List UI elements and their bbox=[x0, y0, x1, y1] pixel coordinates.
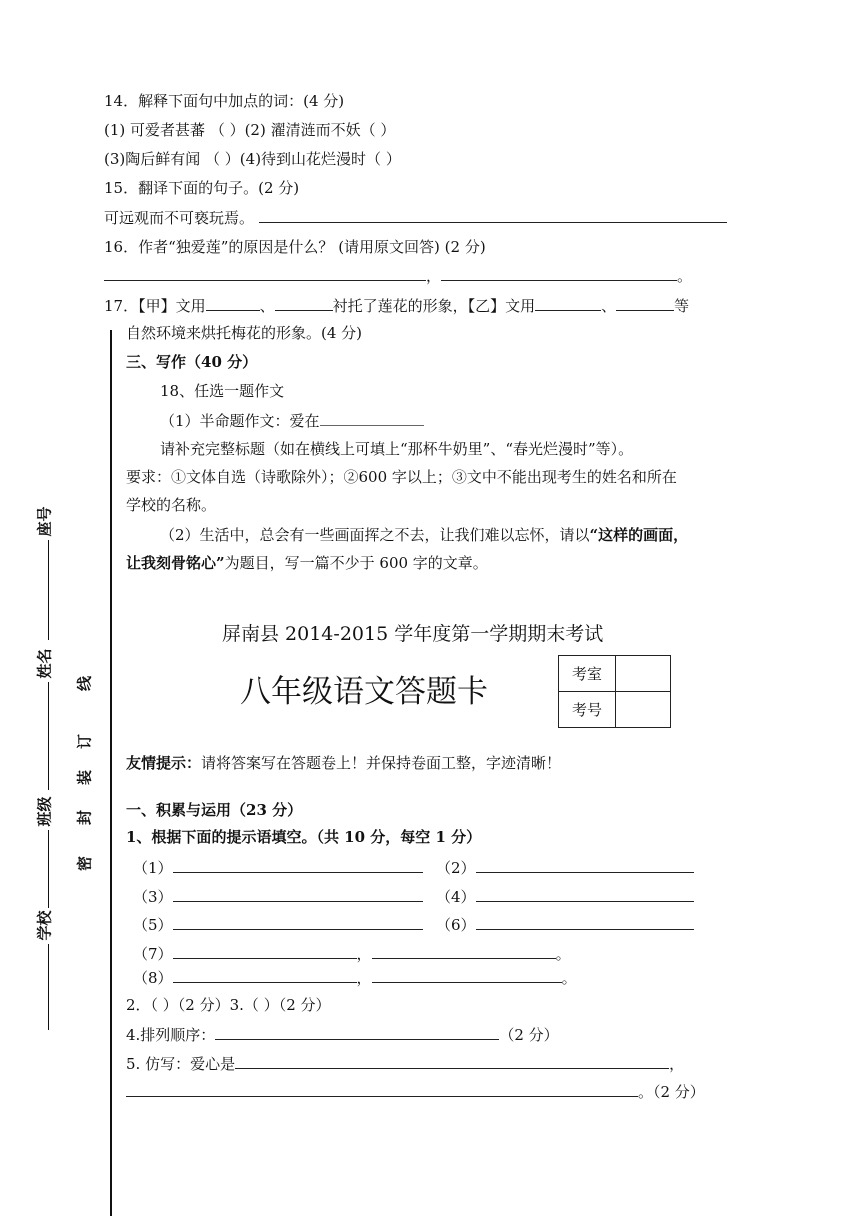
class-label: 班级 bbox=[35, 796, 54, 827]
blank-3[interactable] bbox=[173, 885, 423, 902]
writing-option-1 bbox=[160, 409, 424, 431]
tip-text: 请将答案写在答题卷上！并保持卷面工整，字迹清晰！ bbox=[201, 754, 562, 772]
blank-8-comma: ， bbox=[356, 969, 372, 987]
blank-row-6 bbox=[436, 913, 694, 935]
q15-sentence: 可远观而不可亵玩焉。 bbox=[104, 209, 255, 227]
blank-7-label: （7） bbox=[133, 945, 173, 963]
exam-number-label: 考号 bbox=[559, 692, 616, 728]
q4-score: （2 分） bbox=[499, 1026, 559, 1044]
blank-2[interactable] bbox=[476, 856, 694, 873]
q17-blank-1[interactable] bbox=[206, 294, 260, 311]
blank-4-label: （4） bbox=[436, 888, 476, 906]
exam-title: 屏南县 2014-2015 学年度第一学期期末考试 bbox=[222, 623, 604, 645]
seat-label: 座号 bbox=[35, 506, 54, 537]
q16-blank-2[interactable] bbox=[441, 264, 677, 281]
q4-label: 4.排列顺序： bbox=[126, 1026, 216, 1044]
q15-answer-blank[interactable] bbox=[259, 206, 727, 223]
blank-6-label: （6） bbox=[436, 916, 476, 934]
q18-heading: 18、任选一题作文 bbox=[160, 382, 285, 400]
q16-heading: 16．作者“独爱莲”的原因是什么？ (请用原文回答) (2 分) bbox=[104, 238, 486, 256]
blank-1[interactable] bbox=[173, 856, 423, 873]
seal-char-line: 线 bbox=[75, 676, 94, 692]
seal-char-order: 订 bbox=[75, 734, 94, 750]
seat-field-line[interactable] bbox=[48, 540, 49, 640]
option1-note: 请补充完整标题（如在横线上可填上“那杯牛奶里”、“春光烂漫时”等）。 bbox=[160, 440, 634, 458]
writing-requirements-2: 学校的名称。 bbox=[126, 496, 217, 514]
blank-row-3 bbox=[133, 885, 423, 907]
blank-7b[interactable] bbox=[372, 942, 556, 959]
seal-char-seal: 封 bbox=[75, 810, 94, 826]
blank-1-label: （1） bbox=[133, 859, 173, 877]
q14-heading: 14．解释下面句中加点的词：(4 分) bbox=[104, 92, 345, 110]
q16-blank-1[interactable] bbox=[104, 264, 426, 281]
writing-requirements: 要求：①文体自选（诗歌除外）；②600 字以上；③文中不能出现考生的姓名和所在 bbox=[126, 468, 677, 486]
option1-title-blank[interactable] bbox=[320, 409, 424, 426]
q17-text-a: 17．【甲】文用 bbox=[104, 297, 206, 315]
binding-line bbox=[110, 330, 112, 1216]
class-field-line[interactable] bbox=[48, 830, 49, 908]
q5-blank-1[interactable] bbox=[235, 1052, 669, 1069]
blank-row-2 bbox=[436, 856, 694, 878]
exam-number-box[interactable] bbox=[616, 692, 671, 728]
q1-heading: 1、根据下面的提示语填空。（共 10 分，每空 1 分） bbox=[126, 828, 482, 846]
q15-heading: 15．翻译下面的句子。(2 分) bbox=[104, 179, 300, 197]
option1-text: （1）半命题作文：爱在 bbox=[160, 412, 320, 430]
blank-8-period: 。 bbox=[561, 969, 577, 987]
blank-row-1 bbox=[133, 856, 423, 878]
writing-option-2 bbox=[160, 524, 688, 545]
q14-item3: (3)陶后鲜有闻 bbox=[104, 150, 201, 168]
blank-8-label: （8） bbox=[133, 969, 173, 987]
q2-q3-line: 2．（ ）（2 分）3.（ ）（2 分） bbox=[126, 996, 331, 1014]
seal-char-secret: 密 bbox=[75, 856, 94, 872]
blank-7a[interactable] bbox=[173, 942, 357, 959]
q5-blank-2[interactable] bbox=[126, 1080, 638, 1097]
q16-period: 。 bbox=[677, 267, 693, 285]
name-label: 姓名 bbox=[35, 648, 54, 679]
writing-option-2-cont bbox=[126, 552, 488, 573]
q16-comma: ， bbox=[426, 267, 442, 285]
q5-end: 。（2 分） bbox=[638, 1083, 705, 1101]
blank-8a[interactable] bbox=[173, 966, 357, 983]
seal-char-bind: 装 bbox=[75, 770, 94, 786]
friendly-tip bbox=[126, 752, 561, 773]
q15-line bbox=[104, 206, 727, 228]
blank-3-label: （3） bbox=[133, 888, 173, 906]
q17-text-c: 衬托了莲花的形象，【乙】文用 bbox=[332, 297, 536, 315]
q4-answer-blank[interactable] bbox=[215, 1023, 499, 1040]
blank-5-label: （5） bbox=[133, 916, 173, 934]
blank-7-comma: ， bbox=[356, 945, 372, 963]
q14-item1: (1) 可爱者甚蕃 bbox=[104, 121, 206, 139]
option2-text-b: 为题目，写一篇不少于 600 字的文章。 bbox=[224, 554, 488, 572]
tip-label: 友情提示： bbox=[126, 754, 202, 772]
option2-title-part1: “这样的画面， bbox=[589, 526, 689, 544]
q5-line1 bbox=[126, 1052, 684, 1074]
blank-8b[interactable] bbox=[372, 966, 562, 983]
q17-sep-1: 、 bbox=[259, 297, 275, 315]
q5-label: 5. 仿写：爱心是 bbox=[126, 1055, 236, 1073]
q5-comma: ， bbox=[669, 1055, 685, 1073]
q14-line2 bbox=[104, 148, 401, 169]
blank-5[interactable] bbox=[173, 913, 423, 930]
option2-title-part2: 让我刻骨铭心” bbox=[126, 554, 225, 572]
exam-room-box[interactable] bbox=[616, 656, 671, 692]
exam-room-label: 考室 bbox=[559, 656, 616, 692]
q17-line1 bbox=[104, 294, 689, 316]
q5-line2 bbox=[126, 1080, 705, 1102]
name-field-line[interactable] bbox=[48, 682, 49, 790]
card-title: 八年级语文答题卡 bbox=[240, 674, 488, 710]
q16-answer-line bbox=[104, 264, 692, 286]
school-field-line[interactable] bbox=[48, 944, 49, 1030]
q14-item3-blank[interactable]: （ ）(4)待到山花烂漫时（ ） bbox=[205, 150, 401, 168]
section1-heading: 一、积累与运用（23 分） bbox=[126, 801, 303, 819]
q17-sep-2: 、 bbox=[601, 297, 617, 315]
q4-line bbox=[126, 1023, 559, 1045]
blank-row-5 bbox=[133, 913, 423, 935]
q17-blank-4[interactable] bbox=[616, 294, 674, 311]
school-label: 学校 bbox=[35, 910, 54, 941]
blank-row-7 bbox=[133, 942, 571, 964]
blank-7-period: 。 bbox=[555, 945, 571, 963]
q17-line2: 自然环境来烘托梅花的形象。(4 分) bbox=[126, 324, 363, 342]
q17-blank-3[interactable] bbox=[535, 294, 601, 311]
blank-6[interactable] bbox=[476, 913, 694, 930]
blank-4[interactable] bbox=[476, 885, 694, 902]
option2-text: （2）生活中，总会有一些画面挥之不去，让我们难以忘怀，请以 bbox=[160, 526, 590, 544]
writing-heading: 三、写作（40 分） bbox=[126, 353, 258, 371]
blank-row-4 bbox=[436, 885, 694, 907]
blank-2-label: （2） bbox=[436, 859, 476, 877]
q17-text-e: 等 bbox=[674, 297, 690, 315]
q14-line1 bbox=[104, 119, 395, 140]
blank-row-8 bbox=[133, 966, 577, 988]
q17-blank-2[interactable] bbox=[275, 294, 333, 311]
q14-item1-blank[interactable]: （ ）(2) 濯清涟而不妖（ ） bbox=[209, 121, 396, 139]
exam-room-number-table bbox=[558, 655, 671, 728]
